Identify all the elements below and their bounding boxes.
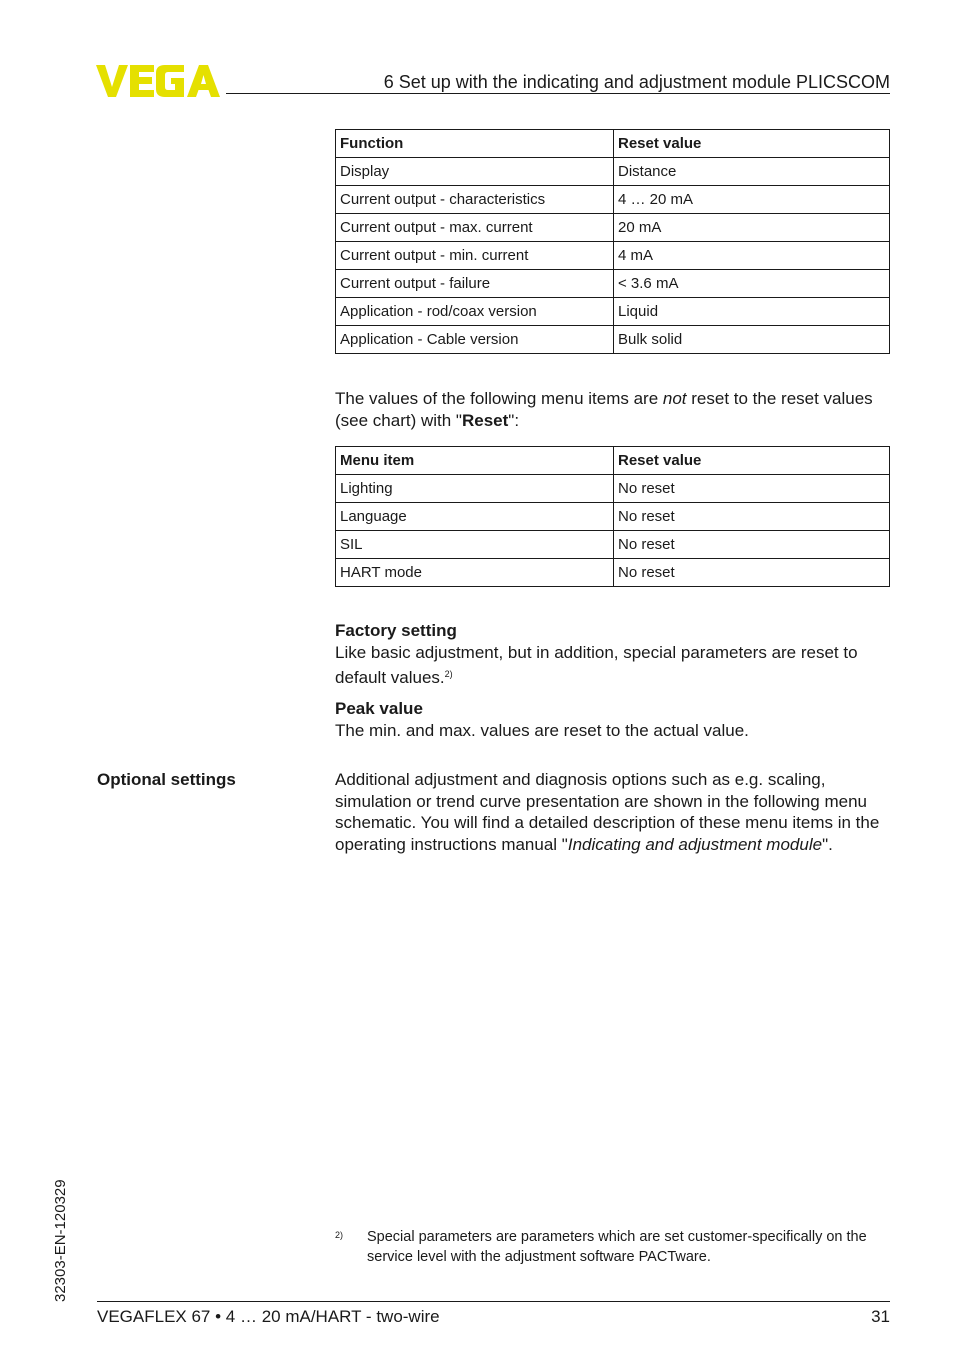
table-row bbox=[336, 158, 890, 186]
table-row bbox=[336, 531, 890, 559]
vega-logo bbox=[96, 64, 220, 98]
column-header: Menu item bbox=[336, 447, 614, 475]
table-cell: Bulk solid bbox=[614, 326, 890, 354]
column-header: Reset value bbox=[614, 447, 890, 475]
table-header-row bbox=[336, 447, 890, 475]
table-cell: 4 … 20 mA bbox=[614, 186, 890, 214]
table-cell: Current output - failure bbox=[336, 270, 614, 298]
table-row bbox=[336, 214, 890, 242]
table-cell: Language bbox=[336, 503, 614, 531]
intro-bold: Reset bbox=[461, 410, 509, 430]
peak-value-title: Peak value bbox=[335, 699, 423, 718]
table-row bbox=[336, 503, 890, 531]
table-row bbox=[336, 475, 890, 503]
optional-body-end: ". bbox=[822, 834, 833, 854]
table-cell: Current output - max. current bbox=[336, 214, 614, 242]
optional-settings-text bbox=[335, 769, 891, 855]
table-row bbox=[336, 326, 890, 354]
table-row bbox=[336, 559, 890, 587]
intro-text: The values of the following menu items are bbox=[335, 389, 663, 408]
table-cell: Current output - characteristics bbox=[336, 186, 614, 214]
table-cell: HART mode bbox=[336, 559, 614, 587]
optional-settings-heading: Optional settings bbox=[97, 770, 236, 789]
optional-emphasis: Indicating and adjustment module bbox=[567, 834, 823, 854]
intro-emphasis: not bbox=[662, 389, 687, 408]
table-cell: 20 mA bbox=[614, 214, 890, 242]
column-header: Function bbox=[336, 130, 614, 158]
table-cell: No reset bbox=[614, 503, 890, 531]
table-row bbox=[336, 186, 890, 214]
table-header-row bbox=[336, 130, 890, 158]
table-cell: SIL bbox=[336, 531, 614, 559]
column-header: Reset value bbox=[614, 130, 890, 158]
table-cell: < 3.6 mA bbox=[614, 270, 890, 298]
table-cell: Liquid bbox=[614, 298, 890, 326]
reset-values-table bbox=[335, 129, 890, 354]
table-cell: Distance bbox=[614, 158, 890, 186]
table-cell: Application - Cable version bbox=[336, 326, 614, 354]
intro-text: ": bbox=[508, 410, 520, 430]
table-cell: Lighting bbox=[336, 475, 614, 503]
table-cell: No reset bbox=[614, 475, 890, 503]
header-rule bbox=[226, 93, 890, 94]
table-cell: Current output - min. current bbox=[336, 242, 614, 270]
table-row bbox=[336, 270, 890, 298]
table-cell: No reset bbox=[614, 559, 890, 587]
factory-setting-title: Factory setting bbox=[335, 621, 457, 640]
optional-body: Additional adjustment and diagnosis options such as e.g. scaling, simulation or trend curve presentation are shown in the following menu schematic. You will find a detailed description of these menu items in the operating instructions manual " bbox=[335, 770, 880, 854]
table-row bbox=[336, 242, 890, 270]
page-number: 31 bbox=[871, 1307, 890, 1326]
footnote-text: Special parameters are parameters which are set customer-specifically on the service level with the adjustment software PACTware. bbox=[367, 1229, 867, 1265]
intro-paragraph bbox=[335, 388, 891, 431]
factory-setting-text bbox=[335, 642, 891, 688]
header-title: 6 Set up with the indicating and adjustment module PLICSCOM bbox=[383, 72, 890, 92]
footer-product: VEGAFLEX 67 • 4 … 20 mA/HART - two-wire bbox=[97, 1307, 440, 1326]
table-cell: 4 mA bbox=[614, 242, 890, 270]
footer-rule bbox=[97, 1301, 890, 1302]
table-row bbox=[336, 298, 890, 326]
footnote-mark: 2) bbox=[335, 1230, 344, 1240]
no-reset-table bbox=[335, 446, 890, 587]
factory-setting-body: Like basic adjustment, but in addition, special parameters are reset to default values. bbox=[335, 643, 858, 687]
intro-text: reset to the reset values (see chart) with " bbox=[335, 389, 873, 430]
footnote-reference: 2) bbox=[444, 668, 453, 679]
peak-value-text: The min. and max. values are reset to the actual value. bbox=[335, 721, 749, 740]
table-cell: No reset bbox=[614, 531, 890, 559]
table-cell: Display bbox=[336, 158, 614, 186]
document-number: 32303-EN-120329 bbox=[52, 1179, 69, 1302]
table-cell: Application - rod/coax version bbox=[336, 298, 614, 326]
footnote bbox=[335, 1228, 891, 1267]
